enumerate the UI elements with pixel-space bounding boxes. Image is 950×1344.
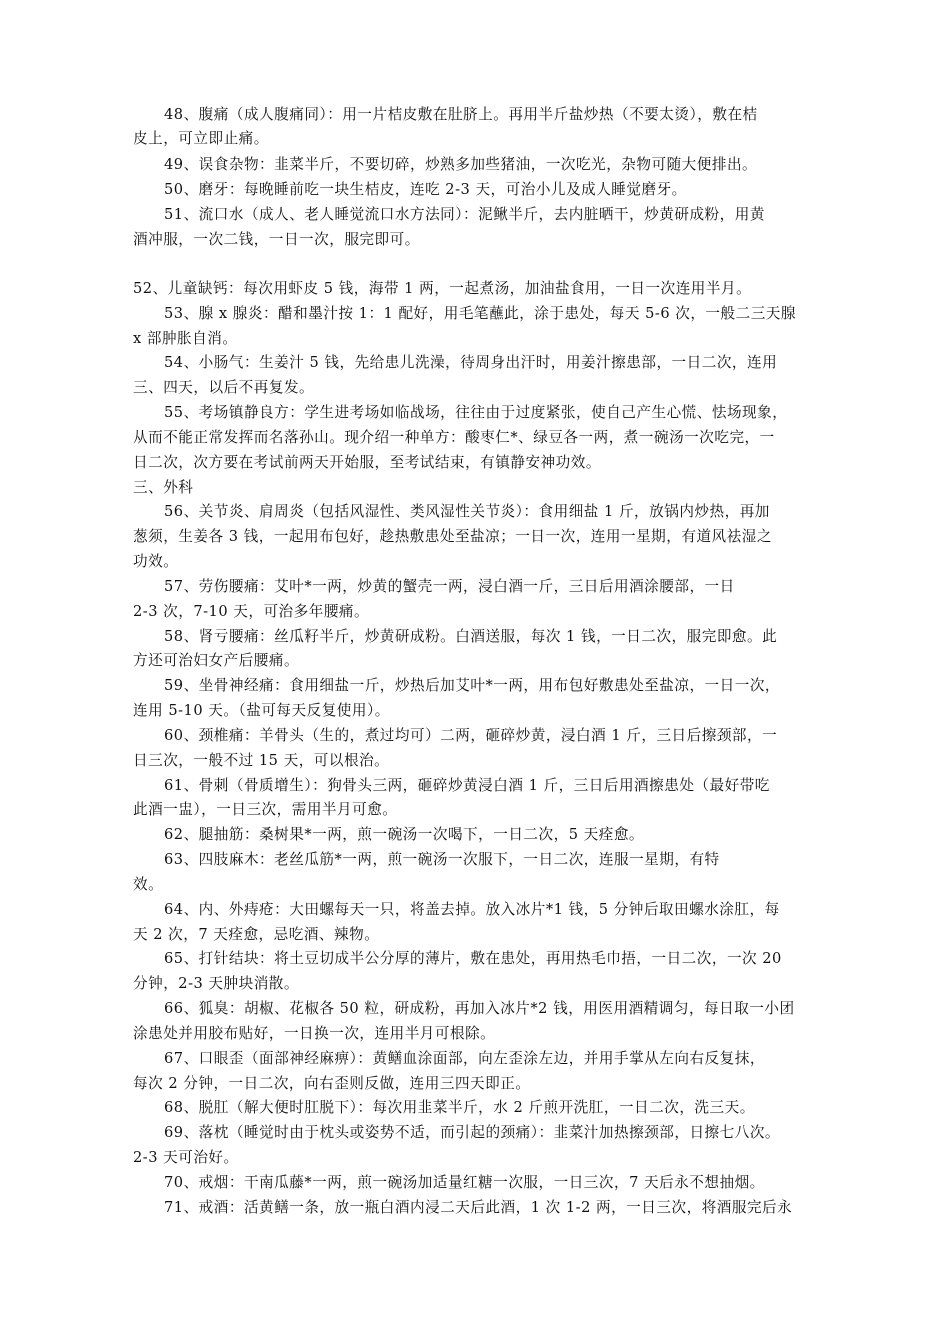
text-line: 葱须，生姜各 3 钱，一起用布包好，趁热敷患处至盐凉；一日一次，连用一星期，有道风祛湿之	[133, 528, 772, 545]
text-line: 日二次，次方要在考试前两天开始服，至考试结束，有镇静安神功效。	[133, 454, 601, 471]
text-line: 分钟，2-3 天肿块消散。	[133, 975, 299, 992]
text-line: 60、颈椎痛：羊骨头（生的，煮过均可）二两，砸碎炒黄，浸白酒 1 斤，三日后擦颈部，一	[164, 727, 778, 744]
text-line: 68、脱肛（解大便时肛脱下）：每次用韭菜半斤，水 2 斤煎开洗肛，一日二次，洗三天。	[164, 1099, 755, 1116]
text-line: 方还可治妇女产后腰痛。	[133, 652, 300, 669]
text-line: 56、关节炎、肩周炎（包括风湿性、类风湿性关节炎）：食用细盐 1 斤，放锅内炒热，再加	[164, 503, 770, 520]
section-heading: 三、外科	[133, 479, 194, 496]
text-line: 日三次，一般不过 15 天，可以根治。	[133, 752, 390, 769]
text-line: 51、流口水（成人、老人睡觉流口水方法同）：泥鳅半斤，去内脏晒干，炒黄研成粉，用黄	[164, 206, 765, 223]
text-line: 天 2 次，7 天痊愈，忌吃酒、辣物。	[133, 926, 380, 943]
text-line: 48、腹痛（成人腹痛同）：用一片桔皮敷在肚脐上。再用半斤盐炒热（不要太烫），敷在桔	[164, 106, 758, 123]
text-line: 连用 5-10 天。（盐可每天反复使用）。	[133, 702, 390, 719]
text-line: 52、儿童缺钙：每次用虾皮 5 钱，海带 1 两，一起煮汤，加油盐食用，一日一次连用半月。	[133, 280, 752, 297]
text-line: 酒冲服，一次二钱，一日一次，服完即可。	[133, 231, 420, 248]
text-line: 2-3 天可治好。	[133, 1149, 239, 1166]
text-line: 此酒一盅），一日三次，需用半月可愈。	[133, 801, 398, 818]
text-line: 62、腿抽筋：桑树果*一两，煎一碗汤一次喝下，一日二次，5 天痊愈。	[164, 826, 645, 843]
text-line: 64、内、外痔疮：大田螺每天一只，将盖去掉。放入冰片*1 钱，5 分钟后取田螺水涂肛，每	[164, 901, 780, 918]
text-line: x 部肿胀自消。	[133, 330, 238, 347]
text-line: 每次 2 分钟，一日二次，向右歪则反做，连用三四天即正。	[133, 1075, 531, 1092]
text-line: 58、肾亏腰痛：丝瓜籽半斤，炒黄研成粉。白酒送服，每次 1 钱，一日二次，服完即愈。此	[164, 628, 778, 645]
text-line: 三、四天，以后不再复发。	[133, 379, 315, 396]
text-line: 皮上，可立即止痛。	[133, 130, 269, 147]
text-line: 69、落枕（睡觉时由于枕头或姿势不适，而引起的颈痛）：韭菜汁加热擦颈部，日擦七八次。	[164, 1124, 781, 1141]
text-line: 2-3 次，7-10 天，可治多年腰痛。	[133, 603, 370, 620]
text-line: 从而不能正常发挥而名落孙山。现介绍一种单方：酸枣仁*、绿豆各一两，煮一碗汤一次吃完，一	[133, 429, 775, 446]
text-line: 63、四肢麻木：老丝瓜筋*一两，煎一碗汤一次服下，一日二次，连服一星期，有特	[164, 851, 720, 868]
text-line: 54、小肠气：生姜汁 5 钱，先给患儿洗澡，待周身出汗时，用姜汁擦患部，一日二次，连用	[164, 354, 778, 371]
text-line: 功效。	[133, 553, 179, 570]
text-line: 53、腺 x 腺炎：醋和墨汁按 1：1 配好，用毛笔蘸此，涂于患处，每天 5-6 次，一般二三天腺	[164, 305, 796, 322]
text-line: 65、打针结块：将土豆切成半公分厚的薄片，敷在患处，再用热毛巾捂，一日二次，一次 20	[164, 950, 782, 967]
text-line: 效。	[133, 876, 164, 893]
text-line: 71、戒酒：活黄鳝一条，放一瓶白酒内浸二天后此酒，1 次 1-2 两，一日三次，将酒服完后永	[164, 1199, 793, 1216]
text-line: 50、磨牙：每晚睡前吃一块生桔皮，连吃 2-3 天，可治小儿及成人睡觉磨牙。	[164, 181, 687, 198]
text-line: 70、戒烟：干南瓜藤*一两，煎一碗汤加适量红糖一次服，一日三次，7 天后永不想抽烟。	[164, 1174, 765, 1191]
text-line: 涂患处并用胶布贴好，一日换一次，连用半月可根除。	[133, 1025, 496, 1042]
text-line: 61、骨刺（骨质增生）：狗骨头三两，砸碎炒黄浸白酒 1 斤，三日后用酒擦患处（最好带吃	[164, 777, 770, 794]
text-line: 66、狐臭：胡椒、花椒各 50 粒，研成粉，再加入冰片*2 钱，用医用酒精调匀，每日取一小团	[164, 1000, 795, 1017]
text-line: 55、考场镇静良方：学生进考场如临战场，往往由于过度紧张，使自己产生心慌、怯场现象，	[164, 404, 788, 421]
text-line: 67、口眼歪（面部神经麻痹）：黄鳝血涂面部，向左歪涂左边，并用手掌从左向右反复抹，	[164, 1050, 765, 1067]
text-line: 59、坐骨神经痛：食用细盐一斤，炒热后加艾叶*一两，用布包好敷患处至盐凉，一日一次，	[164, 677, 781, 694]
text-line: 49、误食杂物：韭菜半斤，不要切碎，炒熟多加些猪油，一次吃光，杂物可随大便排出。	[164, 156, 758, 173]
text-line: 57、劳伤腰痛：艾叶*一两，炒黄的蟹壳一两，浸白酒一斤，三日后用酒涂腰部，一日	[164, 578, 735, 595]
